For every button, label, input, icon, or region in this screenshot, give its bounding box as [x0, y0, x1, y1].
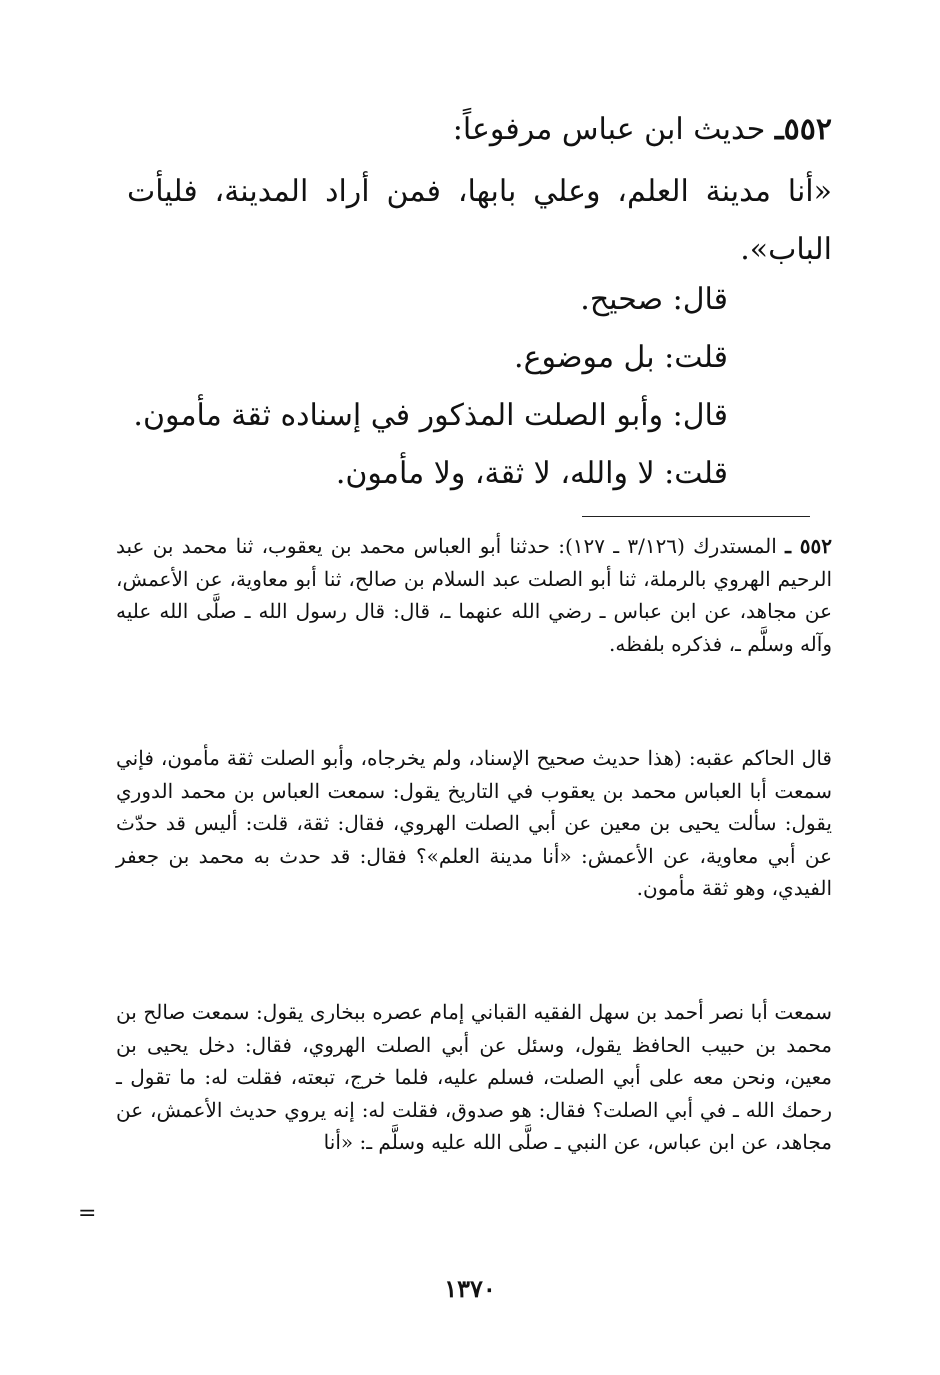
dialogue-line: قال: وأبو الصلت المذكور في إسناده ثقة مأمون.: [133, 398, 728, 433]
continuation-mark: =: [78, 1201, 97, 1226]
page-number: ١٣٧٠: [444, 1274, 496, 1303]
hadith-heading-text: حديث ابن عباس مرفوعاً:: [452, 112, 766, 147]
dialogue-line: قلت: لا والله، لا ثقة، ولا مأمون.: [335, 456, 728, 491]
footnote-paragraph: [116, 530, 832, 660]
footnote-separator: [582, 516, 810, 517]
hadith-quote: «أنا مدينة العلم، وعلي بابها، فمن أراد المدينة، فليأت الباب».: [127, 174, 832, 267]
footnote-number: ٥٥٢ ـ: [785, 534, 832, 558]
footnote-paragraph: قال الحاكم عقبه: (هذا حديث صحيح الإسناد، ولم يخرجاه، وأبو الصلت ثقة مأمون، فإني سمعت أبا العباس محمد بن يعقوب في التاريخ يقول: سمعت العباس بن محمد الدوري يقول: سألت يحيى بن معين عن أبي الصلت الهروي، فقال: ثقة، قلت: أليس قد حدّث عن أبي معاوية، عن الأعمش: «أنا مدينة العلم»؟ فقال: قد حدث به محمد بن جعفر الفيدي، وهو ثقة مأمون.: [116, 746, 832, 900]
footnote-text: المستدرك (٣/١٢٦ ـ ١٢٧): حدثنا أبو العباس محمد بن يعقوب، ثنا محمد بن عبد الرحيم الهروي بالرملة، ثنا أبو الصلت عبد السلام بن صالح، ثنا أبو معاوية، عن الأعمش، عن مجاهد، عن ابن عباس ـ رضي الله عنهما ـ، قال: قال رسول الله ـ صلَّى الله عليه وآله وسلَّم ـ، فذكره بلفظه.: [116, 534, 832, 656]
dialogue-line: قال: صحيح.: [580, 282, 728, 317]
hadith-number: ٥٥٢ـ: [774, 112, 832, 147]
hadith-heading: [112, 108, 832, 152]
dialogue-line: قلت: بل موضوع.: [514, 340, 728, 375]
footnote-paragraph: سمعت أبا نصر أحمد بن سهل الفقيه القباني إمام عصره ببخارى يقول: سمعت صالح بن محمد بن حبيب الحافظ يقول، وسئل عن أبي الصلت الهروي، فقال: دخل يحيى بن معين، ونحن معه على أبي الصلت، فسلم عليه، فلما خرج، تبعته، فقلت له: ما تقول ـ رحمك الله ـ في أبي الصلت؟ فقال: هو صدوق، فقلت له: إنه يروي حديث الأعمش، عن مجاهد، عن ابن عباس، عن النبي ـ صلَّى الله عليه وسلَّم ـ: «أنا: [116, 1000, 832, 1154]
